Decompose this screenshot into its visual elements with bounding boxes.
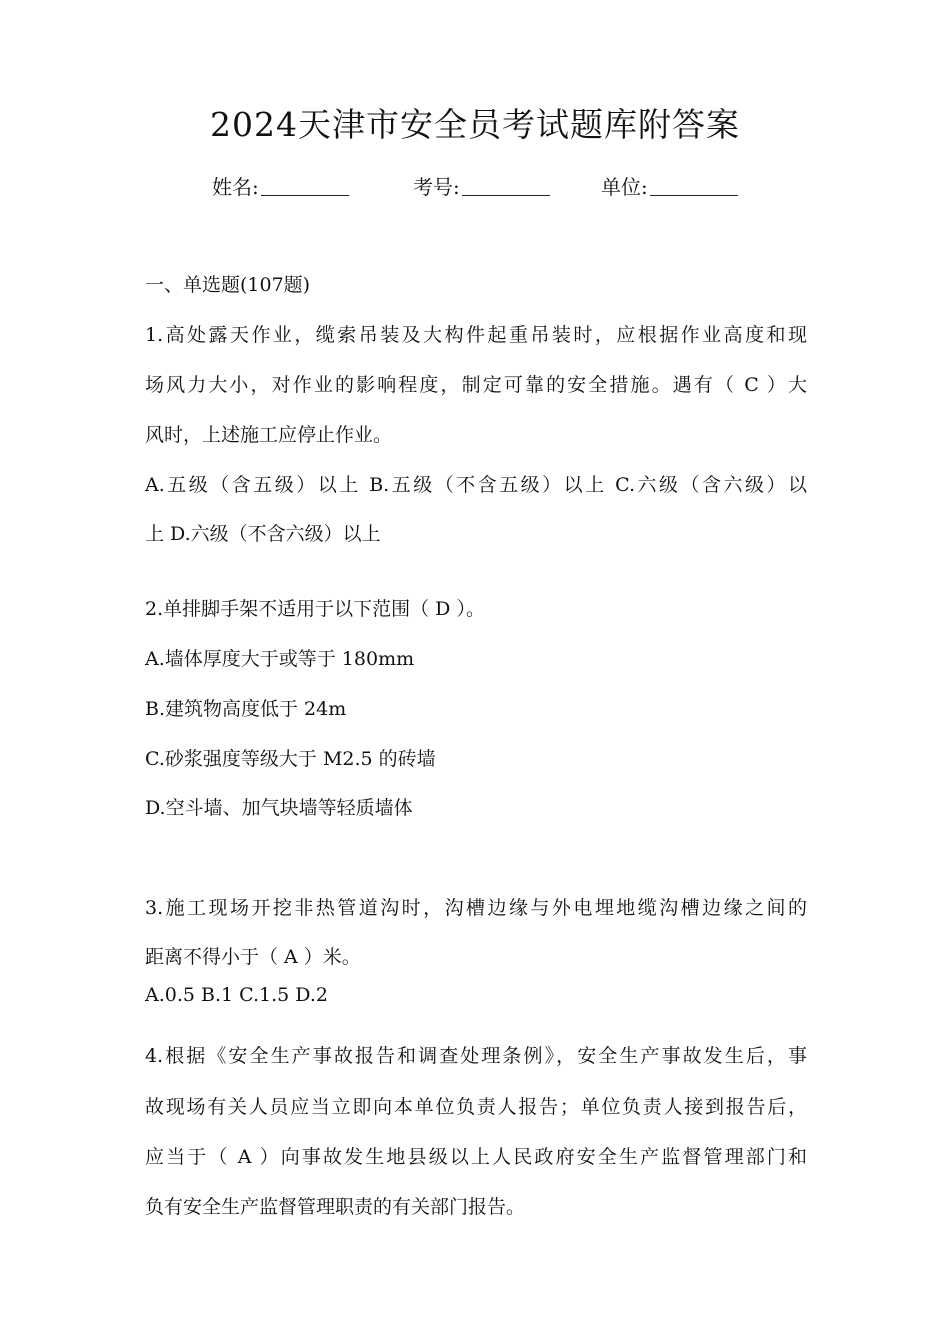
name-blank-line	[261, 173, 349, 196]
question-4-line-1: 4.根据《安全生产事故报告和调查处理条例》，安全生产事故发生后，事	[145, 1045, 807, 1067]
question-2-option-b: B.建筑物高度低于 24m	[145, 698, 347, 720]
question-4-line-2: 故现场有关人员应当立即向本单位负责人报告；单位负责人接到报告后，	[145, 1096, 807, 1118]
unit-field	[601, 172, 738, 202]
section-heading: 一、单选题(107题)	[145, 274, 311, 296]
name-label: 姓名:	[212, 175, 259, 199]
question-3-line-1: 3.施工现场开挖非热管道沟时，沟槽边缘与外电埋地缆沟槽边缘之间的	[145, 897, 807, 919]
unit-label: 单位:	[601, 175, 648, 199]
document-title: 2024天津市安全员考试题库附答案	[210, 105, 740, 144]
question-2-option-c: C.砂浆强度等级大于 M2.5 的砖墙	[145, 748, 436, 770]
question-2-line-1: 2.单排脚手架不适用于以下范围（ D ）。	[145, 598, 485, 620]
question-2-option-d: D.空斗墙、加气块墙等轻质墙体	[145, 797, 413, 819]
question-2-option-a: A.墙体厚度大于或等于 180mm	[145, 648, 415, 670]
question-3-options: A.0.5 B.1 C.1.5 D.2	[145, 984, 328, 1006]
question-4-line-4: 负有安全生产监督管理职责的有关部门报告。	[145, 1196, 526, 1218]
question-3-line-2: 距离不得小于（ A ）米。	[145, 946, 361, 968]
exam-id-field	[413, 172, 550, 202]
exam-id-label: 考号:	[413, 175, 460, 199]
question-4-line-3: 应当于（ A ）向事故发生地县级以上人民政府安全生产监督管理部门和	[145, 1146, 807, 1168]
question-1-line-1: 1.高处露天作业，缆索吊装及大构件起重吊装时，应根据作业高度和现	[145, 324, 807, 346]
question-1-line-3: 风时，上述施工应停止作业。	[145, 424, 393, 446]
question-1-options-line-2: 上 D.六级（不含六级）以上	[145, 523, 381, 545]
question-1-options-line-1: A.五级（含五级）以上 B.五级（不含五级）以上 C.六级（含六级）以	[145, 474, 807, 496]
question-1-line-2: 场风力大小，对作业的影响程度，制定可靠的安全措施。遇有（ C ）大	[145, 374, 807, 396]
unit-blank-line	[650, 173, 738, 196]
name-field	[212, 172, 349, 202]
exam-id-blank-line	[462, 173, 550, 196]
